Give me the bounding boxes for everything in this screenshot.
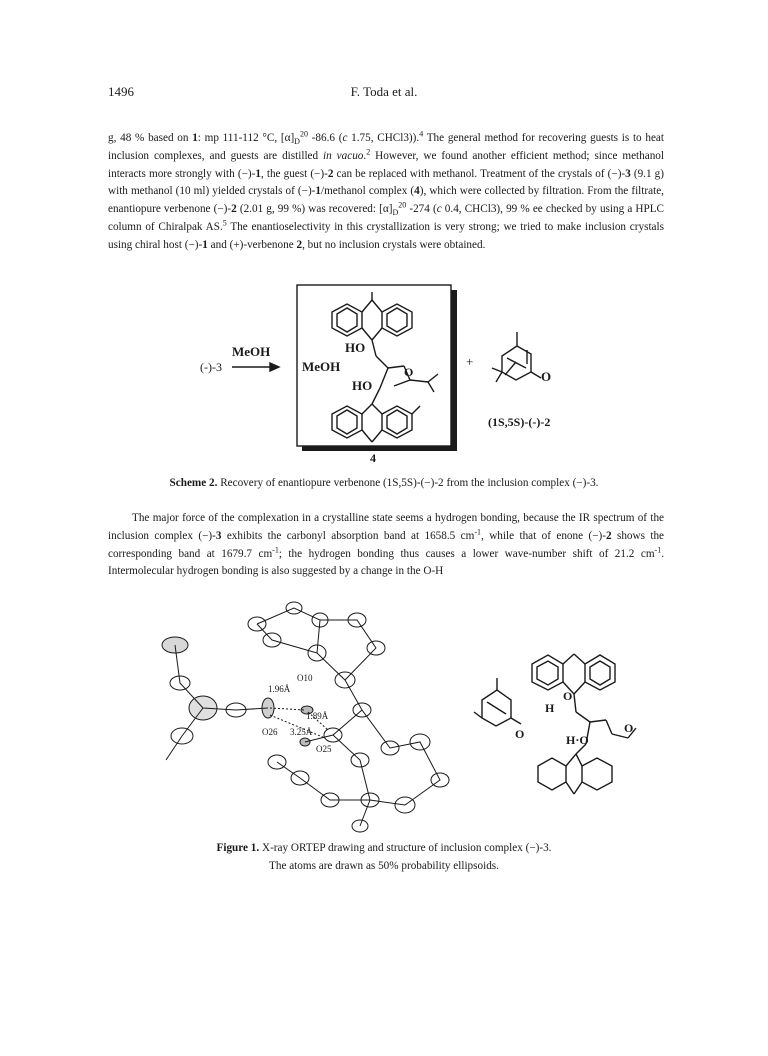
struct-ho: H·O [566, 733, 589, 747]
complex-structure [474, 654, 636, 794]
reagent-label: MeOH [232, 344, 271, 359]
paragraph-2: The major force of the complexation in a crystalline state seems a hydrogen bonding, because the IR spectrum of the inclusion complex (−)-3 exhibits the carbonyl absorption band at 1658.5 $cm^{-1}$, while that of enone (−)-2 shows the corresponding band at 1679.7 $cm^{-1}$; the hydrogen bonding thus causes a lower wave-number shift of 21.2 $cm^{-1}$. Intermolecular hydrogen bonding is also suggested by a change in the O-H [108, 512, 665, 578]
plus-sign: + [466, 354, 474, 369]
struct-o2: O [515, 727, 525, 741]
struct-h: H [545, 701, 555, 715]
figure-1-caption [0, 839, 768, 875]
o-label: O [404, 365, 414, 379]
scheme-caption-text: Recovery of enantiopure verbenone (1S,5S)-(−)-2 from the inclusion complex (−)-3. [220, 477, 599, 489]
figure-caption-label: Figure 1. [216, 842, 260, 854]
figure-caption-text: X-ray ORTEP drawing and structure of inclusion complex (−)-3. [261, 842, 552, 854]
page-number: 1496 [108, 84, 134, 99]
figure-caption-line-2: The atoms are drawn as 50% probability ellipsoids. [269, 860, 499, 872]
distance-1: 1.96Å [268, 684, 291, 694]
ketone-o-label: O [541, 369, 552, 384]
struct-o1: O [563, 689, 573, 703]
scheme-2-caption [0, 474, 768, 492]
distance-3: 3.25Å [290, 727, 313, 737]
running-header: F. Toda et al. [350, 84, 418, 99]
atom-o26: O26 [262, 727, 278, 737]
box-shadow [451, 290, 457, 451]
ho-bottom-label: HO [352, 378, 373, 393]
figure-caption-line-1 [0, 839, 768, 857]
atom-o10: O10 [297, 673, 313, 683]
ho-top-label: HO [345, 340, 366, 355]
struct-o3: O [624, 721, 634, 735]
paragraph-1: g, 48 % based on 1: mp 111-112 °C, $[\alpha]_D^{20}$ -86.6 (c 1.75, CHCl3)).$^4$ The general method for recovering guests is to heat inclusion complexes, and guests are distilled in vacuo.$^2$ However, we found another efficient method; since methanol interacts more strongly with (−)-1, the guest (−)-2 can be replaced with methanol. Treatment of the crystals of (−)-3 (9.1 g) with methanol (10 ml) yielded crystals of (−)-1/methanol complex (4), which were collected by filtration. From the filtrate, enantiopure verbenone (−)-2 (2.01 g, 99 %) was recovered: $[\alpha]_D^{20}$ -274 (c 0.4, CHCl3), 99 % ee checked by using a HPLC column of Chiralpak AS.$^5$ The enantioselectivity in this crystallization is very strong; we tried to make inclusion crystals using chiral host (−)-1 and (+)-verbenone 2, but no inclusion crystals were obtained. [108, 129, 665, 251]
compound-number: 4 [370, 451, 376, 465]
distance-2: 1.89Å [306, 711, 329, 721]
solvent-label: MeOH [302, 359, 341, 374]
atom-o25: O25 [316, 744, 332, 754]
scheme-caption-label: Scheme 2. [169, 477, 218, 489]
reactant-label: (-)-3 [200, 360, 222, 374]
verbenone-structure [492, 332, 541, 382]
product-label: (1S,5S)-(-)-2 [488, 415, 551, 429]
